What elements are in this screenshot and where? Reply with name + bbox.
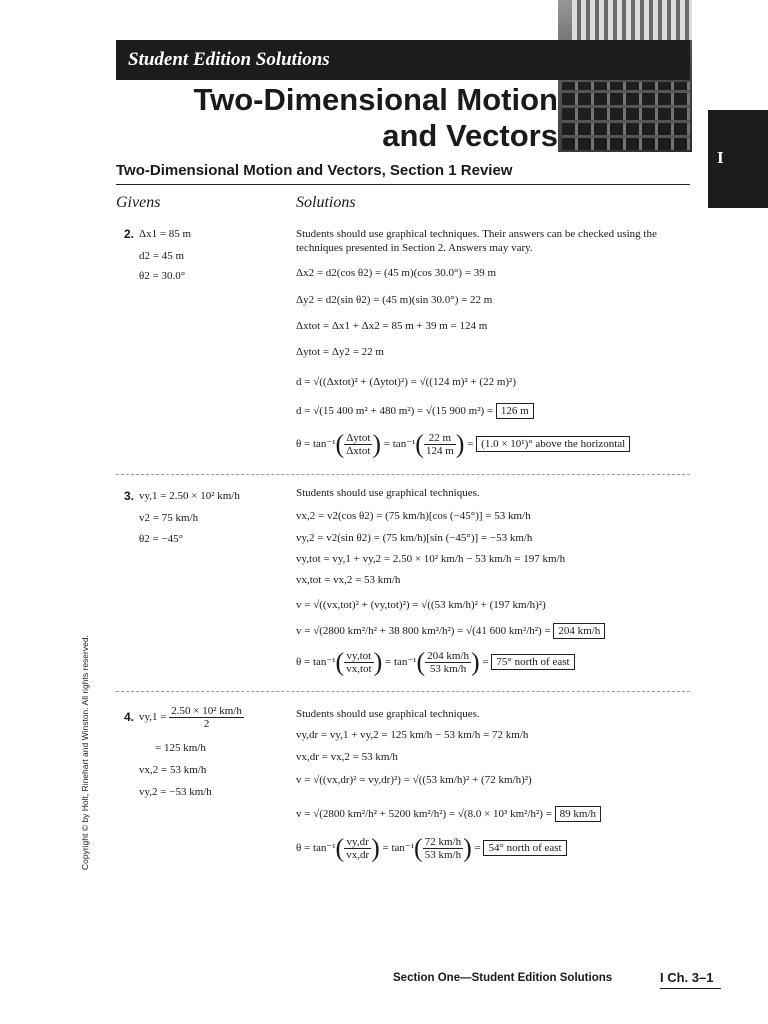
equation-text: v = √(2800 km²/h² + 38 800 km²/h²) = √(41 600 km²/h²) = [296, 625, 551, 637]
givens-column-heading: Givens [116, 194, 161, 211]
fraction: $\frac{vy,dr}{vx,dr}$ [346, 836, 370, 861]
problem-divider [116, 474, 690, 475]
notebook-spiral-image [572, 0, 692, 40]
solutions-column-heading: Solutions [296, 194, 356, 211]
given-item: θ2 = −45° [139, 533, 184, 545]
given-fraction: vy,1 = $\frac{\text{2.50 × 10² km/h}}{2}$ [139, 705, 242, 730]
fraction: $\frac{\text{vy,tot}}{\text{vx,tot}}$ [346, 650, 372, 675]
chapter-title-line1: Two-Dimensional Motion [193, 82, 558, 117]
answer-box: 126 m [496, 403, 534, 419]
solution-step: vx,2 = v2(cos θ2) = (75 km/h)[cos (−45°)] = 53 km/h [296, 510, 531, 522]
equation-text: θ = tan⁻¹ [296, 656, 336, 669]
solution-step: vy,2 = v2(sin θ2) = (75 km/h)[sin (−45°)] = −53 km/h [296, 532, 533, 544]
fraction: $\frac{\text{2.50 × 10² km/h}}{2}$ [171, 705, 242, 730]
copyright-notice: Copyright © by Holt, Rinehart and Winston. All rights reserved. [80, 635, 90, 870]
solution-step: Δx2 = d2(cos θ2) = (45 m)(cos 30.0°) = 39 m [296, 267, 497, 279]
equation-text: d = √(15 400 m² + 480 m²) = √(15 900 m²) = [296, 405, 494, 417]
equation-text: = tan⁻¹ [383, 438, 416, 451]
solution-intro: Students should use graphical techniques. [296, 708, 480, 720]
given-item: Δx1 = 85 m [139, 228, 192, 240]
solution-step [296, 405, 534, 417]
solution-step: Δytot = Δy2 = 22 m [296, 346, 384, 358]
equation-text: = tan⁻¹ [384, 656, 417, 669]
solution-step: vy,tot = vy,1 + vy,2 = 2.50 × 10² km/h − 53 km/h = 197 km/h [296, 553, 566, 565]
solution-step: Δxtot = Δx1 + Δx2 = 85 m + 39 m = 124 m [296, 320, 488, 332]
solution-step: vx,tot = vx,2 = 53 km/h [296, 574, 401, 586]
answer-box: (1.0 × 10¹)° above the horizontal [476, 436, 630, 452]
footer-page-number: I Ch. 3–1 [660, 970, 714, 985]
given-item: vy,2 = −53 km/h [139, 786, 212, 798]
fraction: $\frac{204 km/h}{53 km/h}$ [427, 650, 470, 675]
equation-text: θ = tan⁻¹ [296, 438, 336, 451]
given-item: vx,2 = 53 km/h [139, 764, 207, 776]
chapter-title-line2: and Vectors [382, 118, 558, 153]
solution-intro: Students should use graphical techniques. [296, 487, 480, 499]
equation-text: v = √(2800 km²/h² + 5200 km²/h²) = √(8.0 × 10³ km²/h²) = [296, 808, 552, 820]
solution-step: vy,dr = vy,1 + vy,2 = 125 km/h − 53 km/h = 72 km/h [296, 729, 529, 741]
solution-step: vx,dr = vx,2 = 53 km/h [296, 751, 398, 763]
answer-box: 75° north of east [491, 654, 574, 670]
answer-box: 204 km/h [553, 623, 605, 639]
solution-intro: Students should use graphical techniques. Their answers can be checked using the techniques presented in Section 2. Answers may vary. [296, 228, 657, 254]
solution-step [296, 625, 605, 637]
given-item: = 125 km/h [155, 742, 206, 754]
given-item: θ2 = 30.0° [139, 270, 186, 282]
answer-box: 54° north of east [483, 840, 566, 856]
fraction: $\frac{22 m}{124 m}$ [425, 432, 454, 457]
solution-step: θ = tan⁻¹( $\frac{\text{Δytot}}{\text{Δxtot}}$ ) = tan⁻¹( $\frac{22 m}{124 m}$ ) = (1.0 × 10¹)° above the horizontal [296, 432, 630, 457]
banner: Student Edition Solutions [116, 40, 690, 80]
problem-number: 2. [124, 227, 135, 241]
problem-number: 3. [124, 489, 135, 503]
section-heading: Two-Dimensional Motion and Vectors, Section 1 Review [116, 162, 513, 179]
fraction: $\frac{\text{Δytot}}{\text{Δxtot}}$ [346, 432, 371, 457]
fraction: $\frac{72 km/h}{53 km/h}$ [424, 836, 462, 861]
footer-section-label: Section One—Student Edition Solutions [393, 972, 613, 984]
equation-text: θ = tan⁻¹ [296, 842, 336, 855]
solution-step: v = √((vx,dr)² = vy,dr)²) = √((53 km/h)² + (72 km/h)²) [296, 774, 532, 786]
answer-box: 89 km/h [555, 806, 601, 822]
solution-step: v = √((vx,tot)² + (vy,tot)²) = √((53 km/h)² + (197 km/h)²) [296, 599, 546, 611]
given-item: v2 = 75 km/h [139, 512, 199, 524]
solution-step [296, 808, 601, 820]
problem-number: 4. [124, 710, 135, 724]
footer-rule [660, 988, 721, 989]
solution-step: Δy2 = d2(sin θ2) = (45 m)(sin 30.0°) = 22 m [296, 294, 493, 306]
solution-step: θ = tan⁻¹( $\frac{vy,dr}{vx,dr}$ ) = tan⁻¹( $\frac{72 km/h}{53 km/h}$ ) = 54° north of east [296, 836, 567, 861]
given-item: d2 = 45 m [139, 250, 185, 262]
chapter-tab [708, 110, 768, 208]
chapter-tab-label: I [717, 148, 724, 167]
equation-text: = tan⁻¹ [382, 842, 415, 855]
solution-step: d = √((Δxtot)² + (Δytot)²) = √((124 m)² + (22 m)²) [296, 376, 517, 388]
heading-rule [116, 184, 690, 185]
given-item: vy,1 = 2.50 × 10² km/h [139, 490, 240, 502]
problem-divider [116, 691, 690, 692]
solution-step: θ = tan⁻¹( $\frac{\text{vy,tot}}{\text{vx,tot}}$ ) = tan⁻¹( $\frac{204 km/h}{53 km/h}$ ) = 75° north of east [296, 650, 575, 675]
